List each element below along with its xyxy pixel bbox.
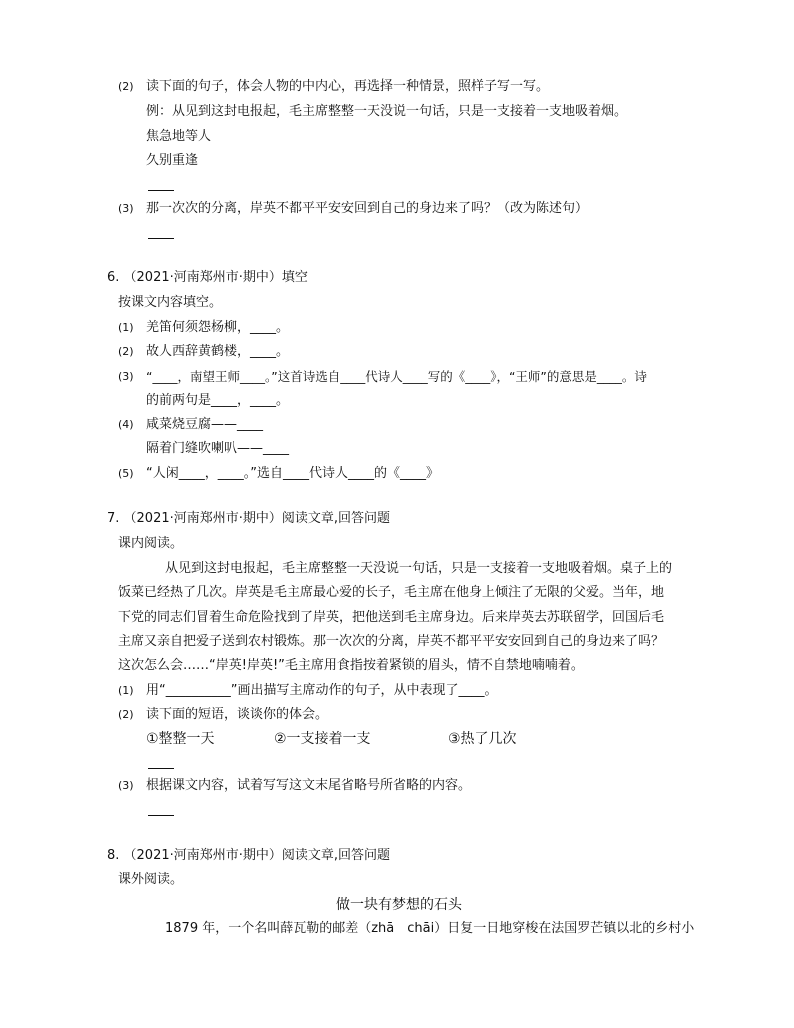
q8-instruction: 课外阅读。 bbox=[118, 872, 184, 887]
q7-p2-answer-blank[interactable] bbox=[148, 768, 174, 769]
q5-p2-option-2: 久别重逢 bbox=[146, 153, 199, 168]
q7-passage-line-2: 饭菜已经热了几次。岸英是毛主席最心爱的长子，毛主席在他身上倾注了无限的父爱。当年，地 bbox=[118, 585, 665, 600]
q7-phrase-2: ②一支接着一支 bbox=[274, 731, 371, 747]
q7-phrase-3: ③热了几次 bbox=[448, 731, 517, 747]
q7-p3-number: (3) bbox=[118, 779, 134, 792]
q6-item-4: 咸菜烧豆腐——____ bbox=[146, 417, 264, 432]
q7-passage-line-4: 主席又亲自把爱子送到农村锻炼。那一次次的分离，岸英不都平平安安回到自己的身边来了吗？ bbox=[118, 634, 665, 649]
q5-p2-answer-blank[interactable] bbox=[148, 190, 174, 191]
q7-p3-stem: 根据课文内容，试着写写这文末尾省略号所省略的内容。 bbox=[146, 778, 472, 793]
q5-p3-stem: 那一次次的分离，岸英不都平平安安回到自己的身边来了吗？（改为陈述句） bbox=[146, 201, 589, 216]
q7-p2-stem: 读下面的短语，谈谈你的体会。 bbox=[146, 707, 329, 722]
q6-instruction: 按课文内容填空。 bbox=[118, 295, 223, 310]
q6-item-3-number: (3) bbox=[118, 370, 134, 383]
q6-item-1: 羌笛何须怨杨柳，____。 bbox=[146, 320, 290, 335]
q5-p2-stem: 读下面的句子，体会人物的中内心，再选择一种情景，照样子写一写。 bbox=[146, 79, 550, 94]
q8-header: 8. （2021·河南郑州市·期中）阅读文章,回答问题 bbox=[107, 848, 391, 863]
q5-p3-answer-blank[interactable] bbox=[148, 238, 174, 239]
q7-instruction: 课内阅读。 bbox=[118, 536, 184, 551]
q7-passage-line-5: 这次怎么会……“岸英!岸英!”毛主席用食指按着紧锁的眉头，情不自禁地喃喃着。 bbox=[118, 658, 584, 673]
q6-header: 6. （2021·河南郑州市·期中）填空 bbox=[107, 270, 308, 285]
q7-passage-line-3: 下党的同志们冒着生命危险找到了岸英，把他送到毛主席身边。后来岸英去苏联留学，回国后毛 bbox=[118, 610, 665, 625]
q6-item-3: “____，南望王师____。”这首诗选自____代诗人____写的《____》，“王师”的意思是____。诗 bbox=[146, 369, 647, 384]
q6-item-4-number: (4) bbox=[118, 418, 134, 431]
q5-p3-number: (3) bbox=[118, 202, 134, 215]
q8-article-title: 做一块有梦想的石头 bbox=[336, 897, 462, 913]
q6-item-5: “人闲____，____。”选自____代诗人____的《____》 bbox=[146, 466, 439, 481]
q6-item-3-cont: 的前两句是____，____。 bbox=[146, 393, 290, 408]
q7-phrase-1: ①整整一天 bbox=[146, 731, 215, 747]
q7-p3-answer-blank[interactable] bbox=[148, 815, 174, 816]
q7-p1-stem: 用“__________”画出描写主席动作的句子，从中表现了____。 bbox=[146, 683, 498, 698]
q7-p2-number: (2) bbox=[118, 708, 134, 721]
q7-passage-line-1: 从见到这封电报起，毛主席整整一天没说一句话，只是一支接着一支地吸着烟。桌子上的 bbox=[165, 561, 673, 576]
q6-item-2: 故人西辞黄鹤楼，____。 bbox=[146, 344, 290, 359]
q7-p1-number: (1) bbox=[118, 684, 134, 697]
q6-item-1-number: (1) bbox=[118, 321, 134, 334]
q5-p2-option-1: 焦急地等人 bbox=[146, 129, 212, 144]
q7-header: 7. （2021·河南郑州市·期中）阅读文章,回答问题 bbox=[107, 511, 391, 526]
q5-p2-example: 例：从见到这封电报起，毛主席整整一天没说一句话，只是一支接着一支地吸着烟。 bbox=[146, 104, 628, 119]
q5-p2-number: (2) bbox=[118, 80, 134, 93]
q8-article-first-line: 1879 年，一个名叫薛瓦勒的邮差（zhā chāi）日复一日地穿梭在法国罗芒镇以北的乡村小 bbox=[165, 921, 695, 936]
q6-item-4-cont: 隔着门缝吹喇叭——____ bbox=[146, 441, 290, 456]
q6-item-5-number: (5) bbox=[118, 467, 134, 480]
q6-item-2-number: (2) bbox=[118, 345, 134, 358]
